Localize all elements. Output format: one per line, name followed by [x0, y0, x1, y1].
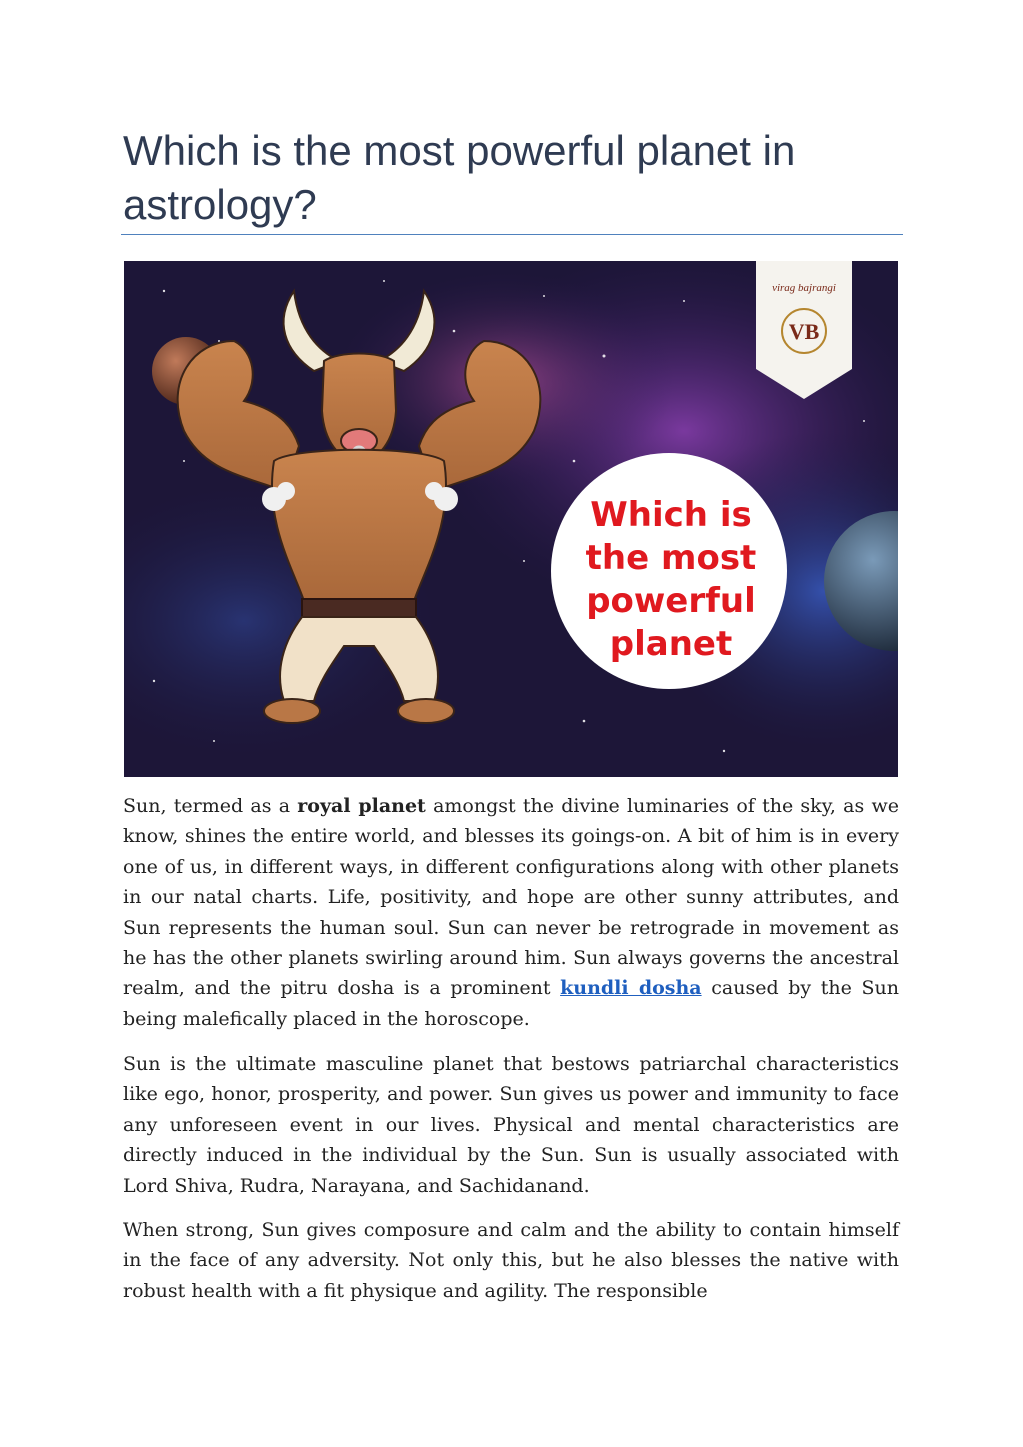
badge-line-1: Which is — [590, 495, 752, 535]
p1-outro: caused by the Sun being malefically placed in the horoscope. — [123, 977, 900, 1030]
hero-image — [124, 261, 898, 777]
badge-line-4: planet — [609, 624, 733, 664]
badge-line-2: the most — [585, 538, 757, 578]
kundli-dosha-link[interactable]: kundli dosha — [560, 977, 702, 1000]
p1-bold-term: royal planet — [297, 795, 426, 817]
badge-line-3: powerful — [586, 581, 756, 621]
paragraph-2: Sun is the ultimate masculine planet that bestows patriarchal characteristics like ego, honor, prosperity, and power. Sun gives us power and immunity to face any unforeseen event in our lives. Physical and mental characteristics are directly induced in the individual by the Sun. Sun is usually associated with Lord Shiva, Rudra, Narayana, and Sachidanand. — [123, 1053, 899, 1197]
p1-body: amongst the divine luminaries of the sky, as we know, shines the entire world, and blesses its goings-on. A bit of him is in every one of us, in different ways, in different configurations along with other planets in our natal charts. Life, positivity, and hope are other sunny attributes, and Sun represents the human soul. Sun can never be retrograde in movement as he has the other planets swirling around him. Sun always governs the ancestral realm, and the pitru dosha is a prominent — [123, 795, 900, 1000]
brand-text: virag bajrangi — [772, 282, 836, 294]
logo-monogram: VB — [788, 319, 820, 344]
page-title: Which is the most powerful planet in astrology? — [123, 127, 796, 228]
paragraph-3: When strong, Sun gives composure and calm and the ability to contain himself in the face of any adversity. Not only this, but he also blesses the native with robust health with a fit physique and agility. The responsible — [123, 1219, 899, 1302]
title-underline — [121, 234, 903, 235]
p1-intro: Sun, termed as a — [123, 795, 298, 817]
paragraph-1 — [123, 791, 899, 1034]
